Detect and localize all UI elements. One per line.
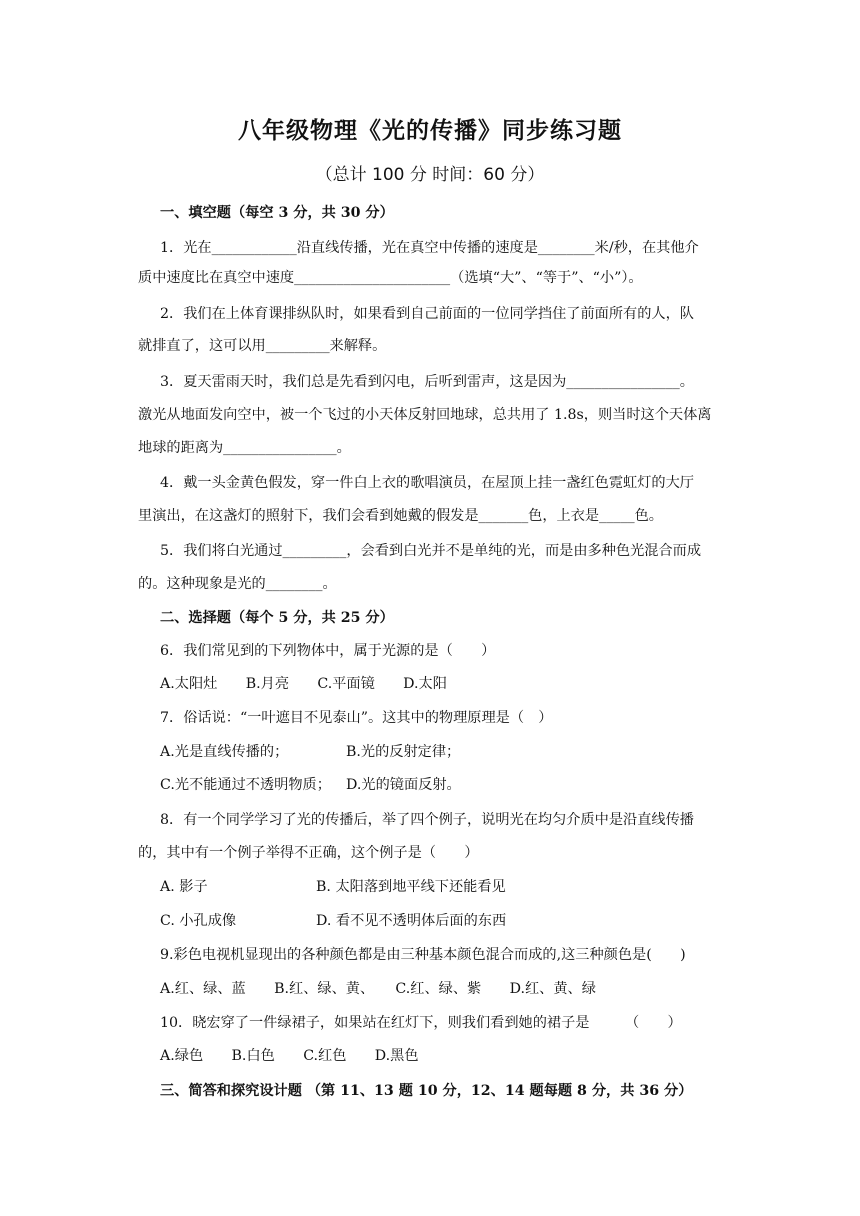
question-text: 地球的距离为________________。: [138, 440, 351, 456]
answer-option: B. 太阳落到地平线下还能看见: [316, 879, 506, 895]
section-heading: 二、选择题（每个 5 分，共 25 分）: [160, 610, 394, 626]
question-text: 7．俗话说：“一叶遮目不见泰山”。这其中的物理原理是（ ）: [160, 710, 553, 726]
answer-option: C.光不能通过不透明物质；: [160, 777, 331, 793]
question-text: 就排直了，这可以用_________来解释。: [138, 338, 387, 354]
answer-options: A.红、绿、蓝 B.红、绿、黄、 C.红、绿、紫 D.红、黄、绿: [160, 981, 596, 997]
answer-option: C. 小孔成像: [160, 913, 237, 929]
section-heading: 三、简答和探究设计题 （第 11、13 题 10 分，12、14 题每题 8 分，共 36 分）: [160, 1083, 693, 1099]
question-text: 的，其中有一个例子举得不正确，这个例子是（ ）: [138, 845, 479, 861]
question-text: 激光从地面发向空中，被一个飞过的小天体反射回地球，总共用了 1.8s，则当时这个天体离: [138, 407, 712, 423]
answer-option: D.光的镜面反射。: [346, 777, 461, 793]
question-text: 1．光在____________沿直线传播，光在真空中传播的速度是________米/秒，在其他介: [160, 240, 699, 256]
question-text: 10．晓宏穿了一件绿裙子，如果站在红灯下，则我们看到她的裙子是 （ ）: [160, 1015, 682, 1031]
question-text: 质中速度比在真空中速度______________________（选填“大”、“等于”、“小”）。: [138, 270, 643, 286]
answer-options: A.太阳灶 B.月亮 C.平面镜 D.太阳: [160, 676, 447, 692]
document-subtitle: （总计 100 分 时间：60 分）: [315, 165, 545, 185]
question-text: 5．我们将白光通过_________，会看到白光并不是单纯的光，而是由多种色光混合而成: [160, 543, 702, 559]
question-text: 6．我们常见到的下列物体中，属于光源的是（ ）: [160, 643, 496, 659]
answer-option: A.光是直线传播的；: [160, 744, 289, 760]
answer-option: B.光的反射定律；: [346, 744, 461, 760]
answer-option: A. 影子: [160, 879, 208, 895]
question-text: 里演出，在这盏灯的照射下，我们会看到她戴的假发是_______色，上衣是_____色。: [138, 508, 663, 524]
question-text: 4．戴一头金黄色假发，穿一件白上衣的歌唱演员，在屋顶上挂一盏红色霓虹灯的大厅: [160, 475, 694, 491]
question-text: 的。这种现象是光的________。: [138, 576, 337, 592]
section-heading: 一、填空题（每空 3 分，共 30 分）: [160, 205, 394, 221]
question-text: 3．夏天雷雨天时，我们总是先看到闪电，后听到雷声，这是因为________________。: [160, 374, 694, 390]
question-text: 2．我们在上体育课排纵队时，如果看到自己前面的一位同学挡住了前面所有的人，队: [160, 306, 694, 322]
question-text: 9.彩色电视机显现出的各种颜色都是由三种基本颜色混合而成的,这三种颜色是( ): [160, 947, 686, 963]
question-text: 8．有一个同学学习了光的传播后，举了四个例子，说明光在均匀介质中是沿直线传播: [160, 812, 694, 828]
answer-option: D. 看不见不透明体后面的东西: [316, 913, 507, 929]
answer-options: A.绿色 B.白色 C.红色 D.黑色: [160, 1048, 419, 1064]
document-title: 八年级物理《光的传播》同步练习题: [238, 118, 622, 144]
